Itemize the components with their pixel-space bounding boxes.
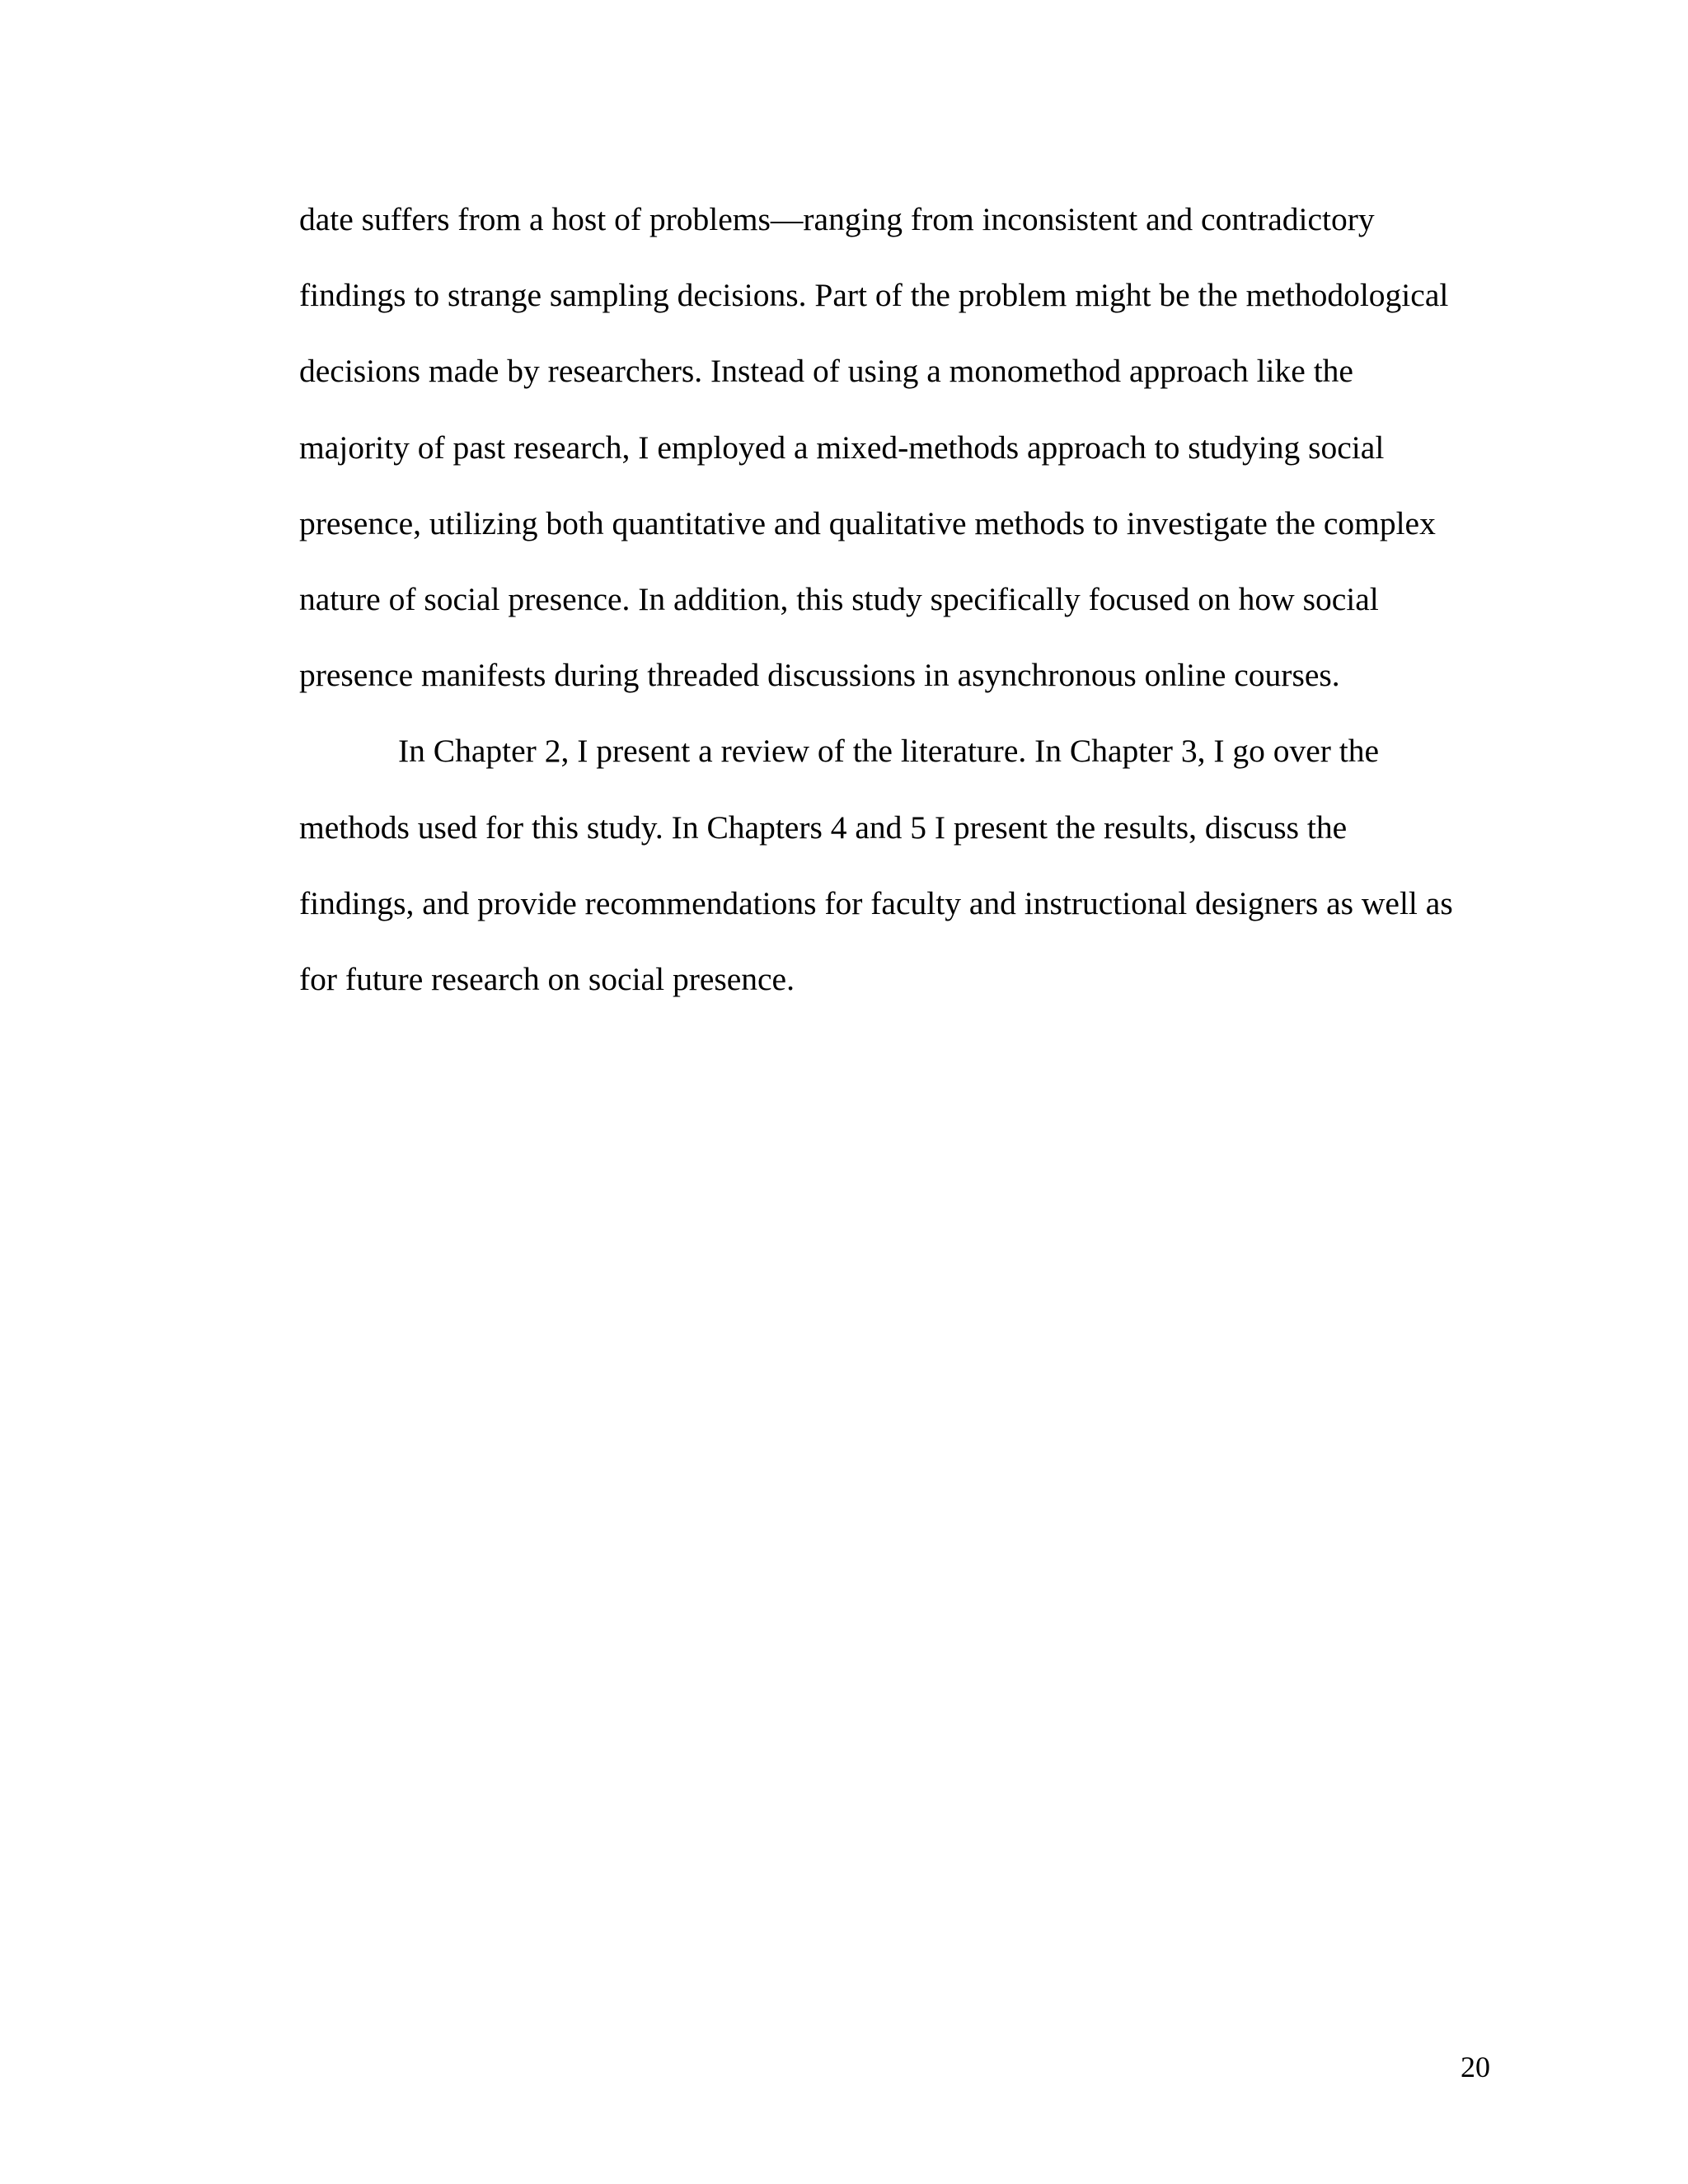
page-number: 20	[1461, 2050, 1490, 2083]
body-text	[299, 181, 1486, 1017]
text-line: decisions made by researchers. Instead of using a monomethod approach like the	[299, 353, 1353, 390]
text-line: for future research on social presence.	[299, 960, 795, 997]
text-line: methods used for this study. In Chapters 4 and 5 I present the results, discuss the	[299, 808, 1348, 846]
text-line: date suffers from a host of problems—ranging from inconsistent and contradictory	[299, 201, 1375, 237]
paragraph-1	[299, 181, 1486, 713]
text-line: findings to strange sampling decisions. Part of the problem might be the methodological	[299, 277, 1449, 314]
text-line: presence manifests during threaded discussions in asynchronous online courses.	[299, 657, 1340, 694]
text-line: findings, and provide recommendations for faculty and instructional designers as well as	[299, 884, 1453, 921]
text-line-indented: In Chapter 2, I present a review of the literature. In Chapter 3, I go over the	[398, 733, 1380, 770]
paragraph-2	[299, 713, 1486, 1017]
text-line: nature of social presence. In addition, this study specifically focused on how social	[299, 580, 1379, 617]
text-line: presence, utilizing both quantitative and qualitative methods to investigate the complex	[299, 504, 1436, 541]
text-line: majority of past research, I employed a mixed-methods approach to studying social	[299, 429, 1385, 466]
